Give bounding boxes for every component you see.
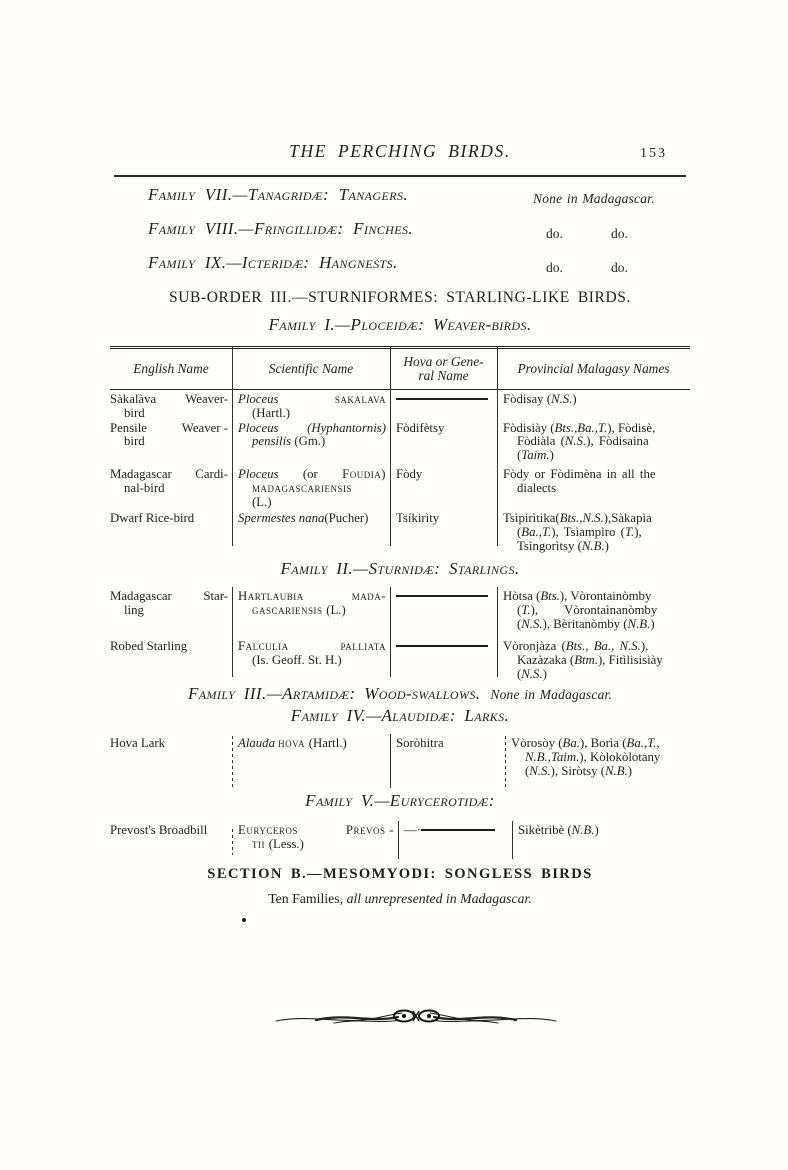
text-segment [396, 645, 488, 647]
table-cell-line [503, 422, 690, 436]
text-segment: ( [517, 666, 522, 681]
text-segment: palliata [340, 639, 386, 654]
table-header [110, 346, 690, 390]
table-cell-line [238, 407, 390, 421]
text-segment: —· [404, 823, 422, 837]
table-cell-line [503, 668, 690, 682]
text-segment: ), Kòlokòlotany [579, 749, 661, 764]
table-row [110, 824, 690, 852]
text-segment: N.S. [551, 392, 573, 406]
text-segment: Madagascar [110, 466, 172, 481]
text-segment: ) [650, 616, 655, 631]
text-segment: (L.) [252, 494, 272, 509]
text-segment: Btm. [574, 653, 599, 668]
text-segment: (Hartl.) [252, 405, 291, 420]
running-head-title: THE PERCHING BIRDS. [289, 141, 511, 161]
text-segment: N.S. [521, 616, 543, 631]
table-cell-line [110, 482, 232, 496]
column-rule [390, 346, 391, 546]
table-cell-line [503, 526, 690, 540]
text-segment: Bts. [540, 589, 560, 603]
stray-dot [242, 918, 246, 922]
text-segment: N.B. [605, 763, 628, 778]
table-cell-line [110, 468, 232, 482]
table-cell-line [238, 838, 398, 852]
text-segment: Fòdy [396, 466, 423, 481]
text-segment: tii [252, 836, 269, 851]
table-cell-line [511, 737, 690, 751]
tailpiece-ornament [272, 1000, 560, 1041]
table-row [110, 737, 690, 778]
text-segment: hova [278, 736, 309, 750]
text-segment: (L.) [326, 602, 346, 617]
text-segment: ), [634, 525, 642, 540]
family-i-heading: Family I.—Ploceidæ: Weaver-birds. [268, 315, 532, 334]
column-rule [505, 736, 506, 788]
text-segment: ), Bèritanòmby ( [542, 616, 628, 631]
text-segment: Pensile [110, 420, 147, 435]
text-segment [421, 829, 495, 831]
table-cell-line [503, 449, 690, 463]
table-cell-line [396, 590, 497, 604]
table-cell-line [518, 824, 690, 838]
text-segment: Soròhitra [396, 736, 444, 750]
text-segment: (Hartl.) [308, 736, 347, 750]
text-segment: (Pucher) [324, 511, 369, 526]
text-segment: Sikètribè ( [518, 823, 572, 837]
table-cell [110, 737, 232, 778]
column-rule [398, 821, 399, 859]
text-segment: Taim. [521, 448, 550, 463]
table-cell-line [503, 590, 690, 604]
family-iii-heading [110, 684, 690, 704]
table-cell [497, 422, 690, 463]
text-segment: Hòtsa ( [503, 589, 541, 603]
family-viii-do-1: do. [546, 226, 563, 241]
table-cell [110, 640, 232, 681]
text-segment: (or [302, 466, 318, 481]
column-header [232, 362, 390, 377]
text-segment: Tsìpirìtika( [503, 511, 560, 526]
table-cell-line [238, 654, 390, 668]
text-segment: Prevos - [345, 823, 394, 837]
table-cell-line [396, 737, 505, 751]
text-segment: Dwarf Rice-bird [110, 511, 195, 526]
text-segment: N.S. [529, 763, 551, 778]
table-cell-line [503, 654, 690, 668]
section-b-heading: SECTION B.—MESOMYODI: SONGLESS BIRDS [207, 866, 593, 882]
table-cell [390, 640, 497, 681]
column-header-line: Hova or Gene- [403, 353, 484, 369]
table-cell [232, 590, 390, 631]
table-cell [505, 737, 690, 778]
header-rule [114, 175, 686, 177]
text-segment: ), Borìa ( [579, 736, 627, 750]
text-segment: ), Fòdisè, [607, 420, 656, 435]
text-segment: ( [525, 763, 530, 778]
text-segment: Prevost's Broadbill [110, 823, 208, 837]
text-segment: nal-bird [124, 480, 165, 495]
text-segment: Vòronjàza ( [503, 639, 566, 654]
text-segment: Vòrontaìnanòmby [564, 602, 658, 617]
family4-table [110, 734, 690, 790]
text-segment: Fòdy or Fòdimèna in all the [503, 466, 656, 481]
text-segment: ) [627, 763, 633, 778]
table-body [110, 587, 690, 682]
text-segment: gascariensis [252, 602, 327, 617]
table-cell-line [110, 824, 232, 838]
column-header [390, 355, 497, 384]
table-cell-line [110, 737, 232, 751]
column-rule [497, 587, 498, 677]
text-segment: Tsìngorìtsy ( [517, 538, 582, 553]
text-segment: Madagascar [110, 589, 172, 603]
table-cell-line [396, 393, 497, 407]
table-cell [232, 512, 390, 553]
table-body [110, 734, 690, 778]
table-cell-line [503, 604, 690, 618]
text-segment: (Is. Geoff. St. H.) [252, 653, 342, 668]
table-cell [390, 393, 497, 421]
text-segment: ),Sàkapìa [603, 511, 652, 526]
table-cell-line [238, 590, 390, 604]
family-vii-note: None in Madagascar. [533, 191, 655, 206]
table-cell-line [110, 640, 232, 654]
text-segment: ), Fòdisaina [586, 434, 649, 449]
text-segment: Ba.,T., [626, 736, 660, 750]
table-cell [390, 737, 505, 778]
text-segment: Fòdiàla ( [517, 434, 565, 449]
table-cell [110, 393, 232, 421]
column-header [497, 362, 690, 377]
text-segment: (Gm.) [294, 434, 326, 449]
family-ix-do-2: do. [611, 260, 628, 275]
column-rule [232, 736, 233, 788]
table-cell-line [503, 540, 690, 554]
text-segment: ), Tsìampìro ( [551, 525, 625, 540]
text-segment: (Hyphantornis) [307, 420, 386, 435]
text-segment [396, 398, 488, 400]
text-segment: Vòrosòy ( [511, 736, 563, 750]
family-ix-heading: Family IX.—Icteridæ: Hangnests. [148, 253, 398, 272]
table-cell [110, 468, 232, 509]
column-rule [232, 829, 233, 855]
table-cell-line [238, 393, 390, 407]
table-cell [497, 590, 690, 631]
text-segment: ) [549, 448, 554, 463]
text-segment: Ba. [562, 736, 580, 750]
table-cell [398, 824, 512, 852]
table-cell [232, 422, 390, 463]
text-segment: Weaver- [185, 392, 228, 406]
table-cell [497, 468, 690, 509]
family-viii-heading: Family VIII.—Fringillidæ: Finches. [148, 219, 413, 238]
table-cell-line [503, 482, 690, 496]
text-segment: bird [124, 434, 145, 449]
table-row [110, 512, 690, 553]
family2-table [110, 587, 690, 681]
text-segment: Tsíkirìty [396, 511, 440, 526]
table-cell-line [503, 640, 690, 654]
table-cell [497, 640, 690, 681]
family1-table [110, 346, 690, 553]
column-rule [497, 346, 498, 546]
table-cell-line [503, 618, 690, 632]
text-segment: Hartlaubia [238, 589, 304, 603]
text-segment: T. [521, 602, 531, 617]
text-segment: pensilis [252, 434, 295, 449]
text-segment: Ba.,T. [521, 525, 552, 540]
text-segment: (Less.) [268, 836, 304, 851]
table-cell-line [503, 393, 690, 407]
text-segment: Ploceus [238, 392, 279, 406]
text-segment: N.S. [564, 434, 587, 449]
table-cell [390, 422, 497, 463]
table-cell-line [110, 435, 232, 449]
table-body [110, 390, 690, 554]
text-segment: Fòdifètsy [396, 420, 445, 435]
family-iii-heading-text: Family III.—Artamidæ: Wood-swallows. [187, 684, 481, 703]
column-header-line: Scientific Name [268, 360, 354, 376]
text-segment: ( [517, 525, 522, 540]
text-segment: Robed Starling [110, 639, 188, 654]
text-segment: Ploceus [238, 466, 279, 481]
column-header [110, 362, 232, 377]
table-cell [390, 512, 497, 553]
page-number: 153 [640, 146, 667, 161]
text-segment: ), Siròtsy ( [550, 763, 605, 778]
table-cell-line [503, 468, 690, 482]
text-segment: ( [517, 448, 522, 463]
column-rule [390, 587, 391, 677]
text-segment: Kazàzaka ( [517, 653, 575, 668]
table-body [110, 821, 690, 852]
table-cell [110, 590, 232, 631]
text-segment: Bts.,N.S. [559, 511, 604, 526]
family-iii-note: None in Madagascar. [490, 687, 613, 702]
column-rule [232, 346, 233, 546]
text-segment: mada- [351, 589, 386, 603]
table-cell [110, 824, 232, 852]
table-cell-line [503, 435, 690, 449]
text-segment: ) [542, 666, 547, 681]
text-segment: Foudia) [342, 466, 386, 481]
table-cell [390, 468, 497, 509]
text-segment: Ploceus [238, 420, 279, 435]
table-cell-line [503, 512, 690, 526]
table-cell-line [238, 435, 390, 449]
column-header-line: ral Name [418, 368, 469, 383]
table-row [110, 422, 690, 463]
table-cell-line [511, 751, 690, 765]
text-segment: Cardi- [195, 466, 228, 481]
text-segment: T. [624, 525, 635, 540]
column-header-line: Provincial Malagasy Names [517, 360, 670, 376]
section-b-subline-roman: Ten Families, [268, 891, 347, 906]
text-segment: N.B. [571, 823, 595, 837]
text-segment: ) [572, 392, 577, 406]
text-segment: Bts.,Ba.,T. [554, 420, 608, 435]
column-header-line: English Name [133, 360, 209, 376]
text-segment: Spermestes nana [238, 511, 325, 526]
family-ix-do-1: do. [546, 260, 563, 275]
table-row [110, 393, 690, 421]
table-cell-line [238, 482, 390, 496]
table-cell-line [238, 512, 390, 526]
text-segment: sakalava [334, 392, 386, 406]
text-segment: Fòdisiày ( [503, 420, 555, 435]
text-segment: Fòdisay ( [503, 392, 551, 406]
text-segment: N.B. [581, 538, 605, 553]
table-cell-line [110, 393, 232, 407]
text-segment: dialects [517, 480, 557, 495]
table-row [110, 590, 690, 631]
text-segment: madagascariensis [252, 480, 353, 495]
family5-table [110, 821, 690, 861]
text-segment: ), [530, 602, 539, 617]
text-segment: ( [517, 602, 522, 617]
table-cell-line [396, 468, 497, 482]
text-segment: Hova Lark [110, 736, 166, 750]
table-cell-line [404, 824, 512, 838]
text-segment: N.S. [521, 666, 543, 681]
sub-order-heading: SUB-ORDER III.—STURNIFORMES: STARLING-LIKE BIRDS. [169, 289, 631, 306]
text-segment: ling [124, 602, 144, 617]
table-row [110, 468, 690, 509]
family-vii-heading: Family VII.—Tanagridæ: Tanagers. [148, 185, 408, 204]
section-b-subline-italic: all unrepresented in Madagascar. [346, 891, 532, 906]
text-segment: ), Vòrontainòmby [559, 589, 652, 603]
family-ii-heading: Family II.—Sturnidæ: Starlings. [280, 559, 520, 578]
table-cell-line [238, 604, 390, 618]
text-segment: N.B. [627, 616, 651, 631]
table-cell [232, 824, 398, 852]
table-cell-line [110, 604, 232, 618]
column-rule [512, 821, 513, 859]
table-cell [497, 393, 690, 421]
text-segment: ), Fitìlisisiày [598, 653, 663, 668]
table-cell [232, 393, 390, 421]
table-cell [110, 422, 232, 463]
table-cell-line [238, 737, 390, 751]
text-segment: Star- [203, 589, 228, 603]
table-cell-line [110, 407, 232, 421]
table-cell [497, 512, 690, 553]
table-cell-line [238, 824, 398, 838]
text-segment: ( [517, 616, 522, 631]
column-rule [232, 587, 233, 677]
text-segment: Weaver - [181, 420, 228, 435]
table-cell-line [110, 590, 232, 604]
text-segment: ) [604, 538, 609, 553]
table-row [110, 640, 690, 681]
text-segment: ), [640, 639, 649, 654]
table-cell-line [396, 512, 497, 526]
family-iv-heading: Family IV.—Alaudidæ: Larks. [290, 706, 510, 725]
text-segment: Falculia [238, 639, 289, 654]
table-cell [512, 824, 690, 852]
family-viii-do-2: do. [611, 226, 628, 241]
table-cell-line [396, 640, 497, 654]
family-v-heading: Family V.—Eurycerotidæ: [305, 791, 495, 810]
table-cell-line [238, 468, 390, 482]
table-cell-line [110, 512, 232, 526]
text-segment: Alauda [238, 736, 279, 750]
text-segment: bird [124, 405, 145, 420]
table-cell-line [511, 765, 690, 779]
table-cell-line [238, 640, 390, 654]
table-cell-line [110, 422, 232, 436]
text-segment: Bts., Ba., N.S. [565, 639, 641, 654]
column-rule [390, 734, 391, 788]
table-cell [110, 512, 232, 553]
section-b-subline [110, 891, 690, 907]
table-cell [232, 737, 390, 778]
text-segment [396, 595, 488, 597]
table-cell [232, 468, 390, 509]
table-cell-line [238, 496, 390, 510]
text-segment: Sàkalàva [110, 392, 157, 406]
table-cell-line [238, 422, 390, 436]
text-segment: N.B.,Taim. [525, 749, 580, 764]
text-segment: Euryceros [238, 823, 298, 837]
table-cell-line [396, 422, 497, 436]
table-cell [232, 640, 390, 681]
text-segment: ) [594, 823, 599, 837]
table-cell [390, 590, 497, 631]
